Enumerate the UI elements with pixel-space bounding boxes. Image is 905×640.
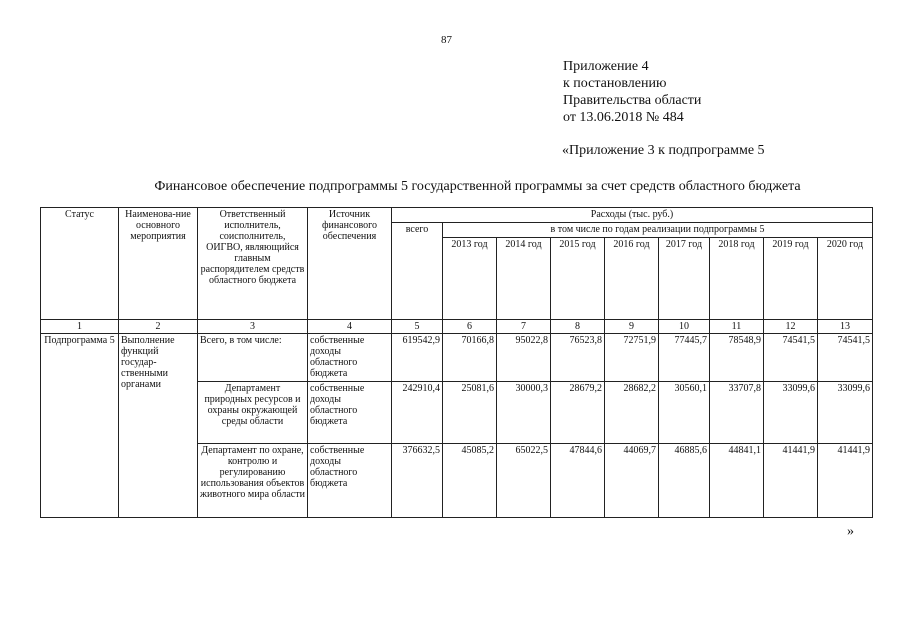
value-cell: 95022,8 bbox=[497, 334, 551, 382]
value-cell: 33707,8 bbox=[710, 382, 764, 444]
header-year: 2019 год bbox=[764, 238, 818, 320]
header-year: 2015 год bbox=[551, 238, 605, 320]
column-number: 10 bbox=[659, 320, 710, 334]
value-cell: 65022,5 bbox=[497, 444, 551, 518]
source-cell: собственные доходы областного бюджета bbox=[308, 334, 392, 382]
value-cell: 41441,9 bbox=[818, 444, 873, 518]
header-year: 2020 год bbox=[818, 238, 873, 320]
value-cell: 30000,3 bbox=[497, 382, 551, 444]
appendix-line-2: к постановлению bbox=[563, 76, 667, 91]
value-cell: 72751,9 bbox=[605, 334, 659, 382]
value-cell: 74541,5 bbox=[764, 334, 818, 382]
responsible-cell: Департамент по охране, контролю и регулированию использования объектов животного мира области bbox=[198, 444, 308, 518]
value-cell: 70166,8 bbox=[443, 334, 497, 382]
page-number: 87 bbox=[441, 34, 452, 46]
column-number: 2 bbox=[119, 320, 198, 334]
closing-quote: » bbox=[847, 524, 854, 539]
value-cell: 41441,9 bbox=[764, 444, 818, 518]
value-cell: 376632,5 bbox=[392, 444, 443, 518]
header-status: Статус bbox=[41, 208, 119, 320]
value-cell: 33099,6 bbox=[818, 382, 873, 444]
value-cell: 74541,5 bbox=[818, 334, 873, 382]
header-name: Наименова-ние основного мероприятия bbox=[119, 208, 198, 320]
value-cell: 46885,6 bbox=[659, 444, 710, 518]
column-number: 4 bbox=[308, 320, 392, 334]
column-number: 5 bbox=[392, 320, 443, 334]
column-number: 8 bbox=[551, 320, 605, 334]
header-year: 2013 год bbox=[443, 238, 497, 320]
appendix-line-1: Приложение 4 bbox=[563, 59, 649, 74]
column-number: 11 bbox=[710, 320, 764, 334]
header-year: 2017 год bbox=[659, 238, 710, 320]
value-cell: 76523,8 bbox=[551, 334, 605, 382]
value-cell: 619542,9 bbox=[392, 334, 443, 382]
appendix-reference: «Приложение 3 к подпрограмме 5 bbox=[562, 143, 765, 158]
column-number: 3 bbox=[198, 320, 308, 334]
header-by-years: в том числе по годам реализации подпрограммы 5 bbox=[443, 223, 873, 238]
header-expenses: Расходы (тыс. руб.) bbox=[392, 208, 873, 223]
value-cell: 77445,7 bbox=[659, 334, 710, 382]
table-row bbox=[41, 334, 873, 382]
header-total: всего bbox=[392, 223, 443, 320]
header-year: 2014 год bbox=[497, 238, 551, 320]
column-number: 6 bbox=[443, 320, 497, 334]
column-number: 1 bbox=[41, 320, 119, 334]
value-cell: 25081,6 bbox=[443, 382, 497, 444]
value-cell: 78548,9 bbox=[710, 334, 764, 382]
status-cell: Подпрограмма 5 bbox=[41, 334, 119, 518]
value-cell: 47844,6 bbox=[551, 444, 605, 518]
header-responsible: Ответственный исполнитель, соисполнитель, ОИГВО, являющийся главным распорядителем средств областного бюджета bbox=[198, 208, 308, 320]
column-number: 13 bbox=[818, 320, 873, 334]
header-source: Источник финансового обеспечения bbox=[308, 208, 392, 320]
value-cell: 45085,2 bbox=[443, 444, 497, 518]
header-year: 2016 год bbox=[605, 238, 659, 320]
value-cell: 28679,2 bbox=[551, 382, 605, 444]
column-number: 9 bbox=[605, 320, 659, 334]
financing-table bbox=[40, 207, 873, 518]
value-cell: 242910,4 bbox=[392, 382, 443, 444]
value-cell: 44841,1 bbox=[710, 444, 764, 518]
appendix-line-3: Правительства области bbox=[563, 93, 702, 108]
value-cell: 30560,1 bbox=[659, 382, 710, 444]
document-title: Финансовое обеспечение подпрограммы 5 государственной программы за счет средств областного бюджета bbox=[154, 179, 801, 194]
value-cell: 44069,7 bbox=[605, 444, 659, 518]
header-year: 2018 год bbox=[710, 238, 764, 320]
appendix-line-4: от 13.06.2018 № 484 bbox=[563, 110, 684, 125]
source-cell: собственные доходы областного бюджета bbox=[308, 444, 392, 518]
column-number: 7 bbox=[497, 320, 551, 334]
value-cell: 33099,6 bbox=[764, 382, 818, 444]
source-cell: собственные доходы областного бюджета bbox=[308, 382, 392, 444]
activity-cell: Выполнение функций государ-ственными органами bbox=[119, 334, 198, 518]
column-number: 12 bbox=[764, 320, 818, 334]
appendix-block bbox=[563, 58, 701, 126]
responsible-cell: Всего, в том числе: bbox=[198, 334, 308, 382]
responsible-cell: Департамент природных ресурсов и охраны окружающей среды области bbox=[198, 382, 308, 444]
value-cell: 28682,2 bbox=[605, 382, 659, 444]
